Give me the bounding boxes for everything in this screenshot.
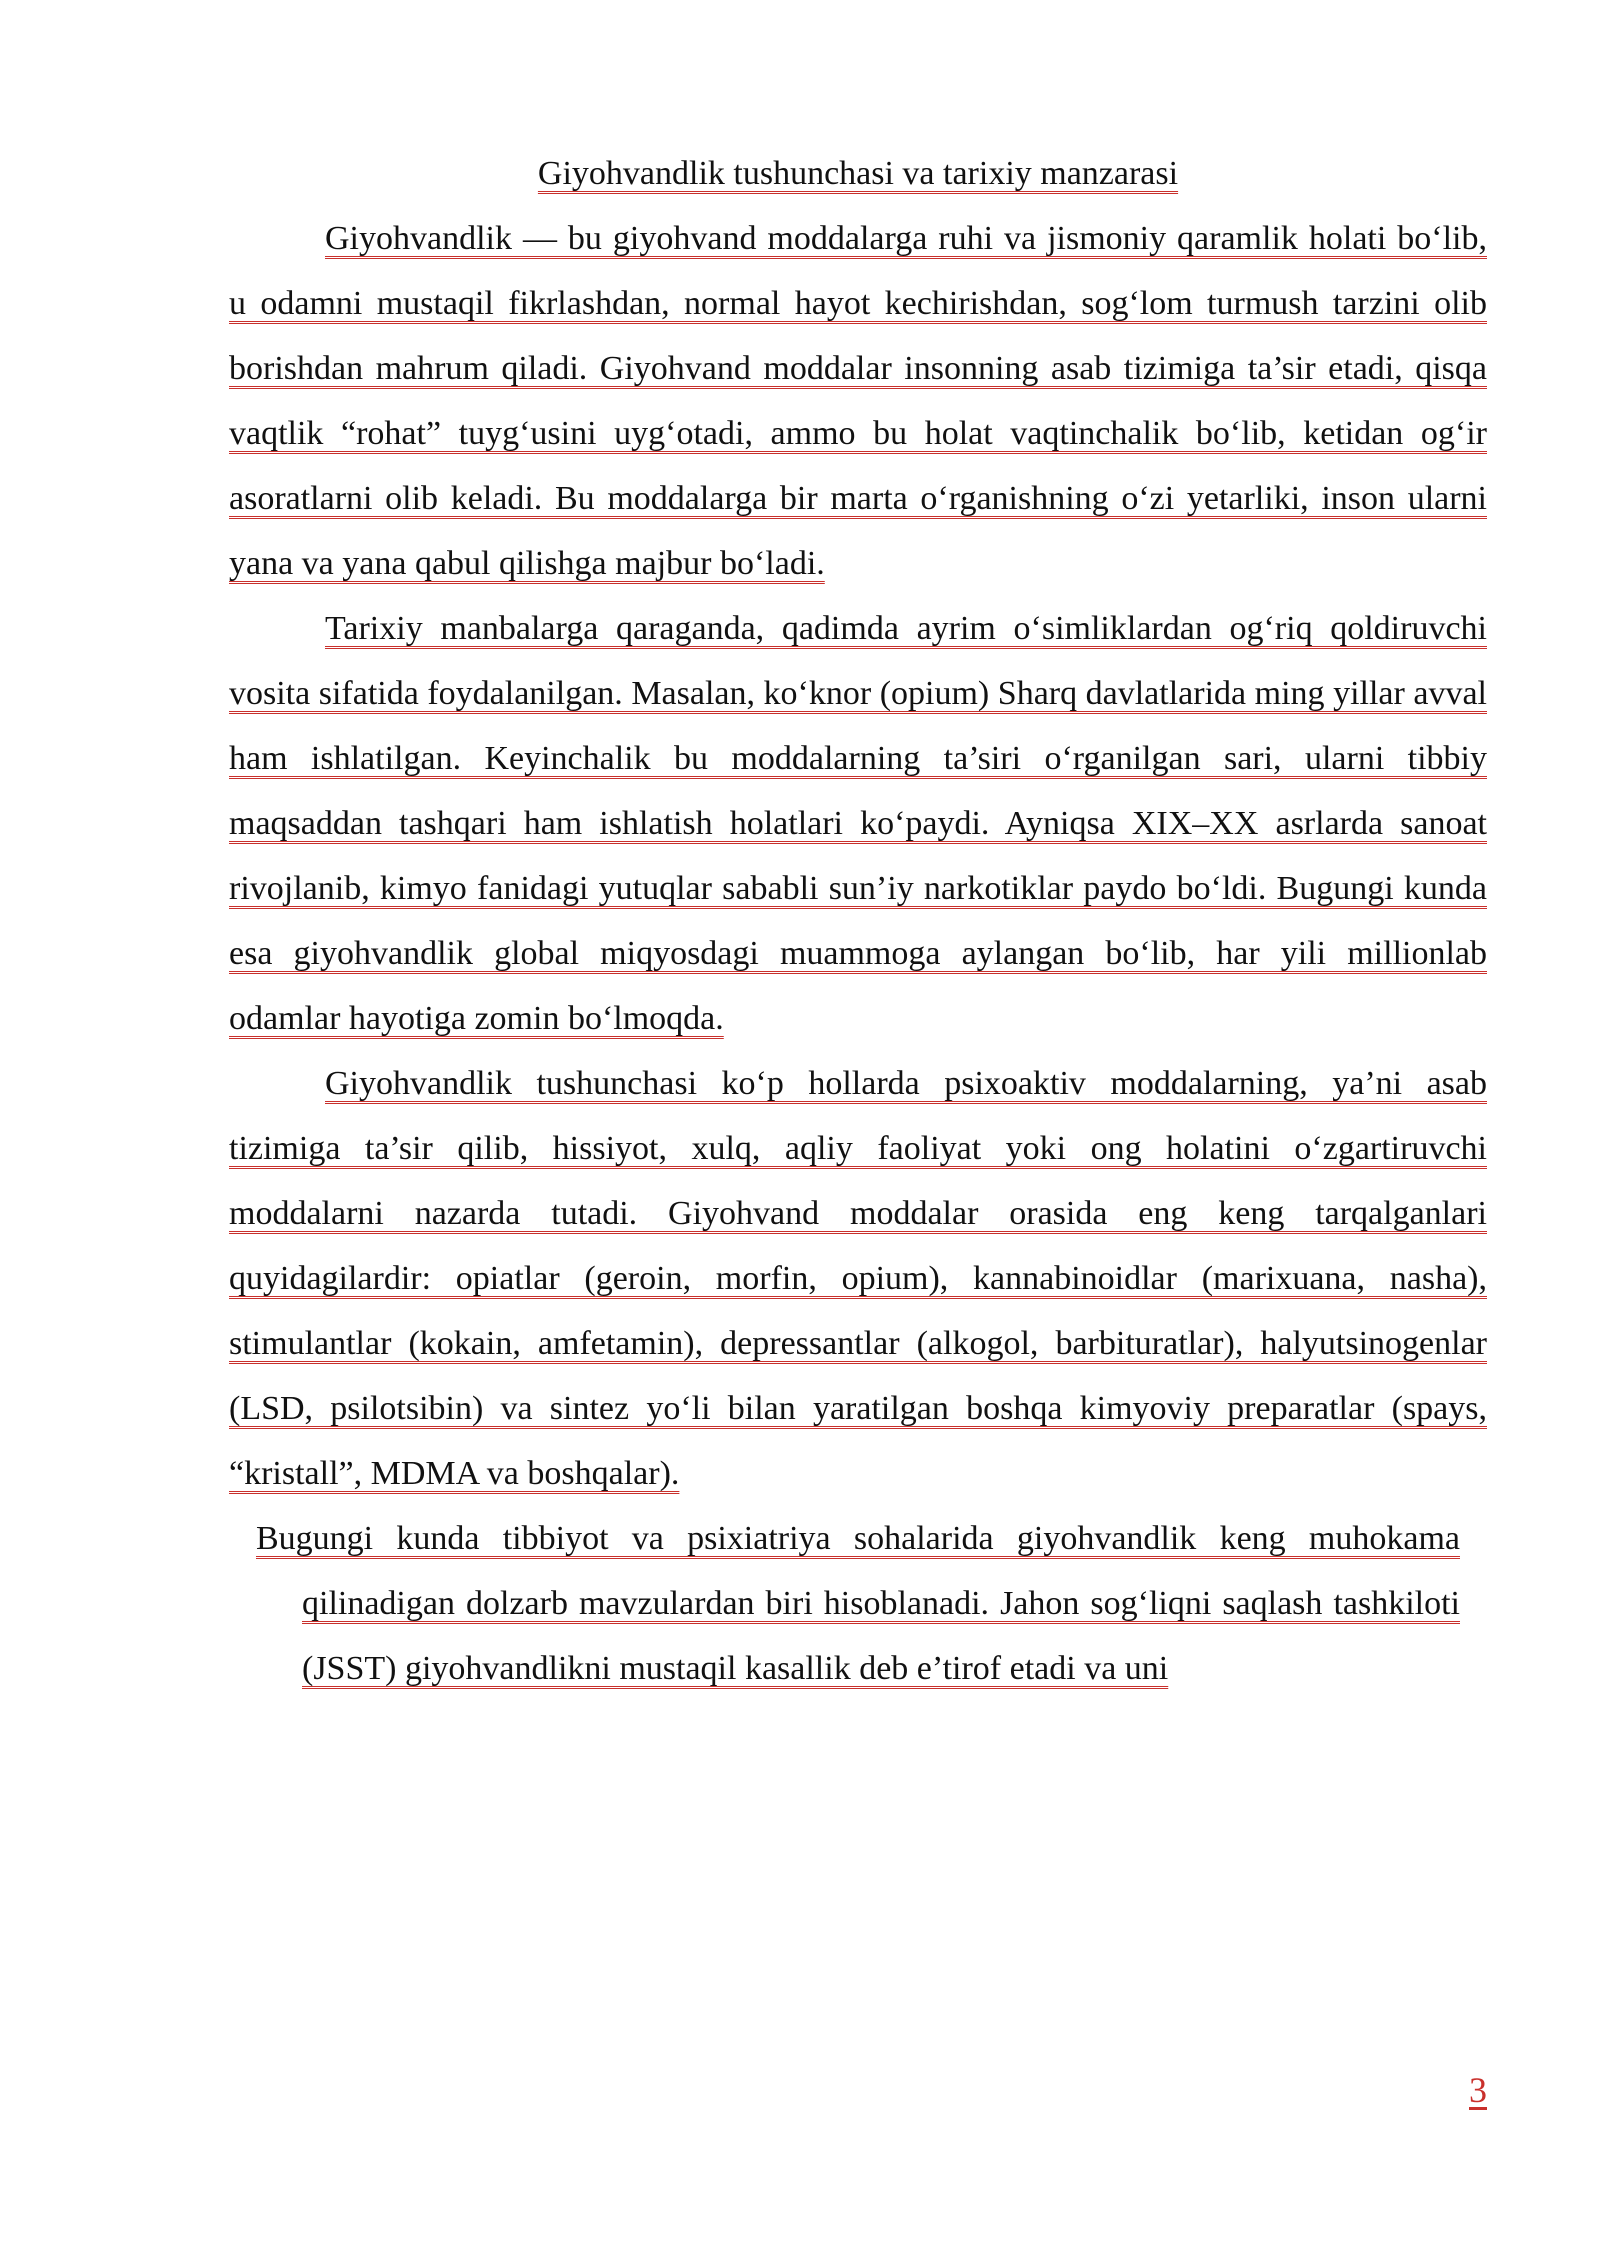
paragraph-1-block (229, 206, 1487, 596)
paragraph-1-text: Giyohvandlik — bu giyohvand moddalarga ruhi va jismoniy qaramlik holati bo‘lib, u odamni mustaqil fikrlashdan, normal hayot kechirishdan, sog‘lom turmush tarzini olib borishdan mahrum qiladi. Giyohvand moddalar insonning asab tizimiga ta’sir etadi, qisqa vaqtlik “rohat” tuyg‘usini uyg‘otadi, ammo bu holat vaqtinchalik bo‘lib, ketidan og‘ir asoratlarni olib keladi. Bu moddalarga bir marta o‘rganishning o‘zi yetarliki, inson ularni yana va yana qabul qilishga majbur bo‘ladi. (229, 220, 1487, 582)
page-number: 3 (1469, 2070, 1487, 2110)
paragraph-4-text: Bugungi kunda tibbiyot va psixiatriya sohalarida giyohvandlik keng muhokama qilinadigan dolzarb mavzulardan biri hisoblanadi. Jahon sog‘liqni saqlash tashkiloti (JSST) giyohvandlikni mustaqil kasallik deb e’tirof etadi va uni (256, 1520, 1460, 1687)
paragraph-3 (229, 1051, 1487, 1506)
paragraph-4 (256, 1506, 1460, 1701)
document-title-text: Giyohvandlik tushunchasi va tarixiy manzarasi (537, 155, 1179, 192)
document-title (229, 141, 1487, 206)
paragraph-1 (229, 206, 1487, 596)
paragraph-4-block (256, 1506, 1460, 1701)
paragraph-2-block (229, 596, 1487, 1051)
paragraph-3-text: Giyohvandlik tushunchasi ko‘p hollarda psixoaktiv moddalarning, ya’ni asab tizimiga ta’sir qilib, hissiyot, xulq, aqliy faoliyat yoki ong holatini o‘zgartiruvchi moddalarni nazarda tutadi. Giyohvand moddalar orasida eng keng tarqalganlari quyidagilardir: opiatlar (geroin, morfin, opium), kannabinoidlar (marixuana, nasha), stimulantlar (kokain, amfetamin), depressantlar (alkogol, barbituratlar), halyutsinogenlar (LSD, psilotsibin) va sintez yo‘li bilan yaratilgan boshqa kimyoviy preparatlar (spays, “kristall”, MDMA va boshqalar). (229, 1065, 1487, 1492)
paragraph-3-block (229, 1051, 1487, 1506)
paragraph-2 (229, 596, 1487, 1051)
paragraph-2-text: Tarixiy manbalarga qaraganda, qadimda ayrim o‘simliklardan og‘riq qoldiruvchi vosita sifatida foydalanilgan. Masalan, ko‘knor (opium) Sharq davlatlarida ming yillar avval ham ishlatilgan. Keyinchalik bu moddalarning ta’siri o‘rganilgan sari, ularni tibbiy maqsaddan tashqari ham ishlatish holatlari ko‘paydi. Ayniqsa XIX–XX asrlarda sanoat rivojlanib, kimyo fanidagi yutuqlar sababli sun’iy narkotiklar paydo bo‘ldi. Bugungi kunda esa giyohvandlik global miqyosdagi muammoga aylangan bo‘lib, har yili millionlab odamlar hayotiga zomin bo‘lmoqda. (229, 610, 1487, 1037)
